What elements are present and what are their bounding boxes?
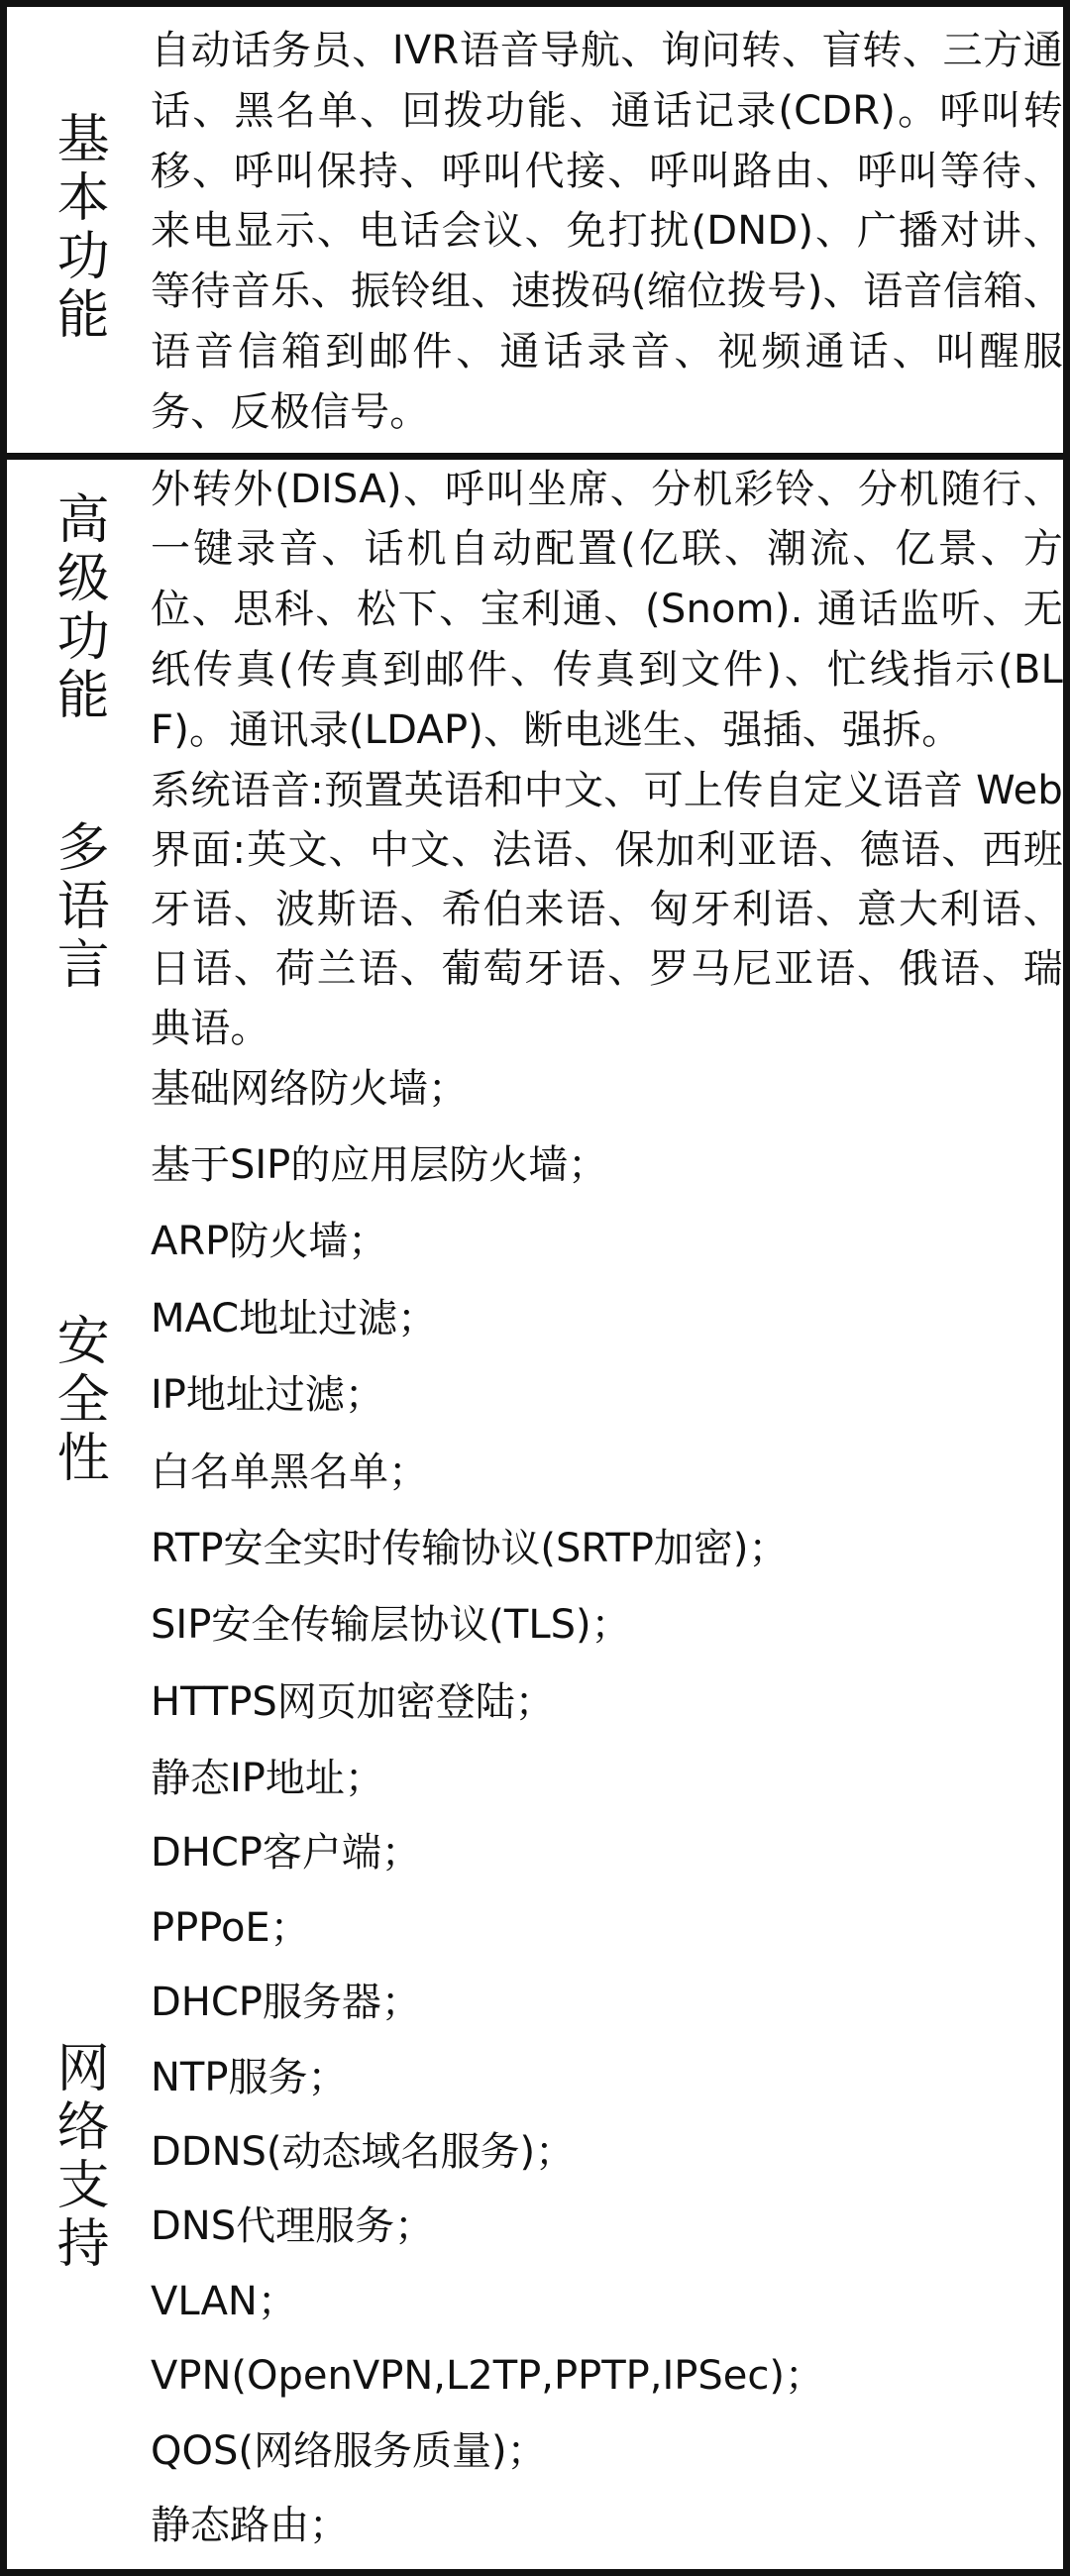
content-cell-basic-features	[151, 4, 1067, 457]
content-cell-advanced-features	[151, 456, 1067, 760]
category-label: 网络支持	[49, 2039, 110, 2274]
list-item: MAC地址过滤；	[151, 1295, 438, 1342]
list-item: SIP安全传输层协议(TLS)；	[151, 1602, 631, 1649]
table-row	[4, 761, 1067, 1058]
list-item: DHCP服务器；	[151, 1980, 421, 2026]
feature-paragraph: 系统语音:预置英语和中文、可上传自定义语音 Web界面:英文、中文、法语、保加利亚语、德语、西班牙语、波斯语、希伯来语、匈牙利语、意大利语、日语、荷兰语、葡萄牙语、罗马尼亚语、俄语、瑞典语。	[151, 767, 1063, 1051]
category-label: 安全性	[49, 1313, 110, 1489]
list-item: 基础网络防火墙；	[151, 1065, 468, 1112]
list-item: DHCP客户端；	[151, 1830, 421, 1877]
category-label: 多语言	[49, 819, 110, 996]
list-item: 静态路由；	[151, 2502, 349, 2548]
content-cell-network-support	[151, 1748, 1067, 2573]
table-row	[4, 456, 1067, 760]
list-item: DNS代理服务；	[151, 2203, 435, 2250]
security-feature-list	[151, 1058, 1063, 1749]
list-item: 静态IP地址；	[151, 1756, 384, 1802]
category-cell-basic-features	[4, 4, 152, 457]
list-item: 基于SIP的应用层防火墙；	[151, 1141, 608, 1188]
list-item: VLAN；	[151, 2278, 297, 2324]
list-item: ARP防火墙；	[151, 1219, 388, 1265]
list-item: IP地址过滤；	[151, 1372, 384, 1419]
category-cell-network-support	[4, 1748, 152, 2573]
list-item: PPPoE；	[151, 1904, 310, 1951]
category-label: 基本功能	[49, 110, 110, 345]
list-item: RTP安全实时传输协议(SRTP加密)；	[151, 1525, 789, 1571]
category-label: 高级功能	[49, 490, 110, 725]
content-cell-security	[151, 1058, 1067, 1749]
list-item: NTP服务；	[151, 2054, 348, 2100]
content-cell-multilanguage	[151, 761, 1067, 1058]
list-item: HTTPS网页加密登陆；	[151, 1678, 555, 1725]
list-item: VPN(OpenVPN,L2TP,PPTP,IPSec)；	[151, 2353, 824, 2400]
network-feature-list	[151, 1748, 1063, 2569]
table-row	[4, 4, 1067, 457]
list-item: 白名单黑名单；	[151, 1449, 428, 1495]
list-item: DDNS(动态域名服务)；	[151, 2129, 576, 2176]
category-cell-multilanguage	[4, 761, 152, 1058]
table-row	[4, 1058, 1067, 1749]
list-item: QOS(网络服务质量)；	[151, 2427, 547, 2474]
feature-paragraph: 外转外(DISA)、呼叫坐席、分机彩铃、分机随行、一键录音、话机自动配置(亿联、潮流、亿景、方位、思科、松下、宝利通、(Snom). 通话监听、无纸传真(传真到邮件、传真到文件)、忙线指示(BLF)。通讯录(LDAP)、断电逃生、强插、强拆。	[151, 466, 1063, 753]
category-cell-advanced-features	[4, 456, 152, 760]
feature-paragraph: 自动话务员、IVR语音导航、询问转、盲转、三方通话、黑名单、回拨功能、通话记录(CDR)。呼叫转移、呼叫保持、呼叫代接、呼叫路由、呼叫等待、来电显示、电话会议、免打扰(DND)、广播对讲、等待音乐、振铃组、速拨码(缩位拨号)、语音信箱、语音信箱到邮件、通话录音、视频通话、叫醒服务、反极信号。	[151, 28, 1063, 435]
category-cell-security	[4, 1058, 152, 1749]
table-row	[4, 1748, 1067, 2573]
